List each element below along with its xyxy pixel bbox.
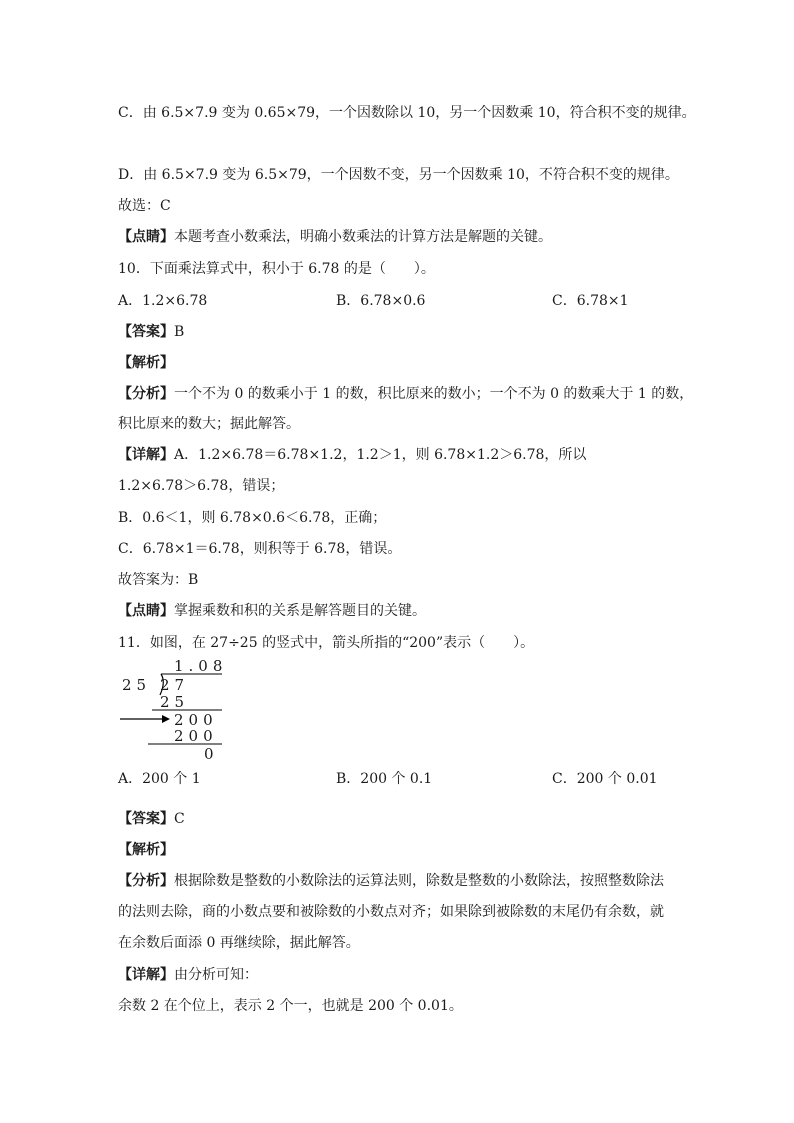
q10-detail-1 [118, 445, 586, 465]
q10-detail-3: B．0.6＜1，则 6.78×0.6＜6.78，正确； [118, 510, 387, 526]
tip-tag: 【点睛】 [118, 603, 174, 619]
arrow-head-icon [162, 715, 170, 723]
q11-analysis-3: 在余数后面添 0 再继续除，据此解答。 [118, 935, 360, 951]
q10-option-a: A．1.2×6.78 [118, 293, 208, 309]
q10-final-answer: 故答案为：B [118, 572, 199, 588]
q10-option-b: B．6.78×0.6 [336, 293, 426, 309]
tip-text: 本题考查小数乘法，明确小数乘法的计算方法是解题的关键。 [174, 229, 552, 245]
answer-value: B [174, 324, 185, 340]
q11-jiexi-heading: 【解析】 [118, 842, 174, 858]
tip-text: 掌握乘数和积的关系是解答题目的关键。 [174, 603, 426, 619]
q10-detail-4: C．6.78×1＝6.78，则积等于 6.78，错误。 [118, 541, 402, 557]
step-1-product: 25 [160, 693, 190, 711]
answer-tag: 【答案】 [118, 811, 174, 827]
q11-stem: 11．如图，在 27÷25 的竖式中，箭头所指的“200”表示（ ）。 [118, 635, 535, 651]
q11-option-b: B．200 个 0.1 [336, 771, 433, 787]
detail-text: 由分析可知： [174, 967, 258, 983]
q10-analysis-1 [118, 384, 693, 404]
q9-answer: 故选：C [118, 198, 171, 214]
remainder-200: 200 [174, 711, 218, 729]
analysis-text: 一个不为 0 的数乘小于 1 的数，积比原来的数小；一个不为 0 的数乘大于 1 的数， [174, 386, 694, 402]
long-division-figure [118, 656, 228, 762]
answer-tag: 【答案】 [118, 324, 174, 340]
q10-detail-2: 1.2×6.78＞6.78，错误； [118, 478, 285, 494]
dividend: 27 [160, 676, 190, 694]
q11-option-c: C．200 个 0.01 [552, 771, 658, 787]
analysis-tag: 【分析】 [118, 873, 174, 889]
q10-analysis-2: 积比原来的数大；据此解答。 [118, 416, 300, 432]
quotient: 1.08 [174, 657, 228, 675]
detail-text: A．1.2×6.78＝6.78×1.2，1.2＞1，则 6.78×1.2＞6.78，所以 [174, 447, 587, 463]
q11-analysis-1 [118, 871, 664, 891]
tip-tag: 【点睛】 [118, 229, 174, 245]
q10-answer [118, 322, 184, 342]
q10-stem: 10．下面乘法算式中，积小于 6.78 的是（ ）。 [118, 261, 435, 277]
analysis-tag: 【分析】 [118, 386, 174, 402]
q11-analysis-2: 的法则去除，商的小数点要和被除数的小数点对齐；如果除到被除数的末尾仍有余数，就 [118, 904, 664, 920]
d-option-explanation: D．由 6.5×7.9 变为 6.5×79，一个因数不变，另一个因数乘 10，不符合积不变的规律。 [118, 167, 679, 183]
q11-detail-2: 余数 2 在个位上，表示 2 个一，也就是 200 个 0.01。 [118, 998, 463, 1014]
answer-value: C [174, 811, 185, 827]
q10-option-c: C．6.78×1 [552, 293, 629, 309]
q11-option-a: A．200 个 1 [118, 771, 201, 787]
q11-answer [118, 809, 185, 829]
detail-tag: 【详解】 [118, 447, 174, 463]
q10-tip [118, 601, 426, 621]
final-remainder: 0 [204, 745, 219, 763]
divisor: 25 [122, 676, 152, 694]
q10-jiexi-heading: 【解析】 [118, 355, 174, 371]
q11-detail-1 [118, 965, 258, 985]
detail-tag: 【详解】 [118, 967, 174, 983]
step-2-product: 200 [174, 727, 218, 745]
c-option-explanation: C．由 6.5×7.9 变为 0.65×79，一个因数除以 10，另一个因数乘 10，符合积不变的规律。 [118, 105, 696, 121]
q9-tip [118, 227, 552, 247]
analysis-text: 根据除数是整数的小数除法的运算法则，除数是整数的小数除法，按照整数除法 [174, 873, 664, 889]
